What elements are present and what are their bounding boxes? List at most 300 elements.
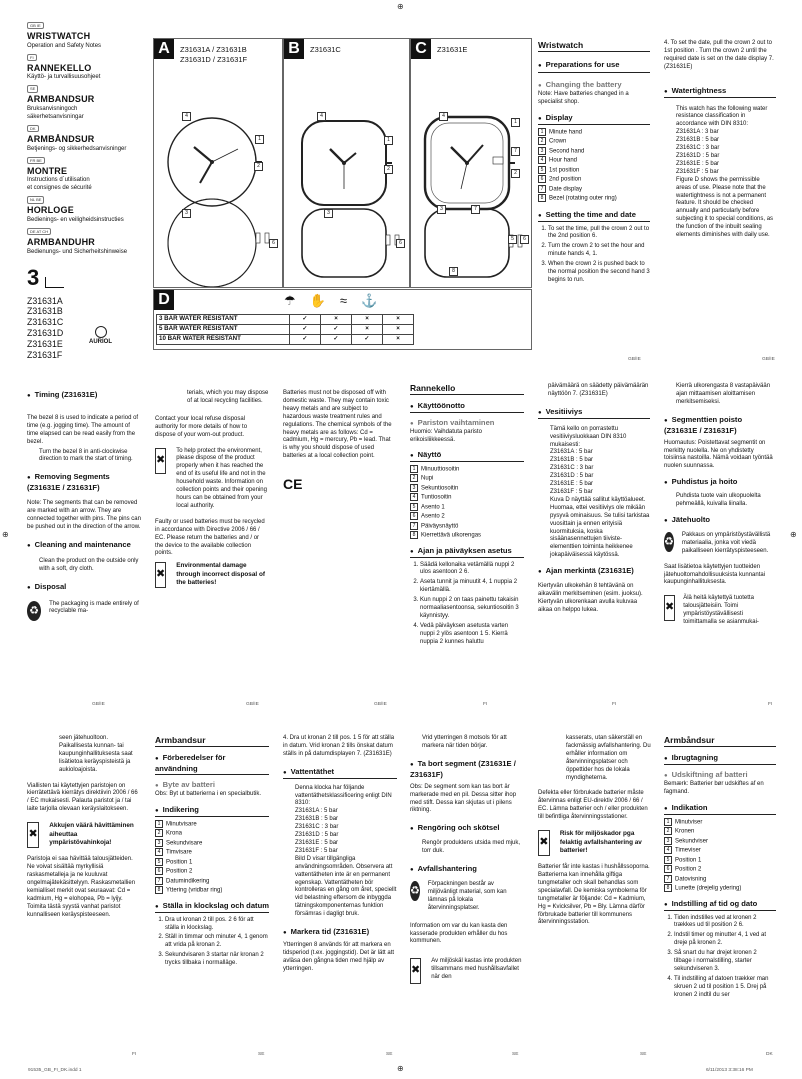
display-label: Sekundvisare	[166, 840, 203, 847]
display-label: Minute hand	[549, 129, 583, 136]
display-list-item	[410, 522, 524, 531]
se-settime-list	[155, 917, 269, 968]
display-list-item	[538, 185, 650, 194]
display-number: 5	[410, 503, 418, 511]
cover-language-subtitle: Betjenings- og sikkerhedsanvisninger	[27, 145, 127, 152]
cover-language-title: ARMBÅNDSUR	[27, 133, 95, 144]
fi-water-text: Tämä kello on porrastettu vesitiiviysluokkaan DIN 8310 mukaisesti: Z31631A : 5 bar Z31631B : 5 bar Z31631C : 3 bar Z31631D : 5 bar Z31631E : 5 bar Z31631F : 5 bar Kuva D näyttää sallitut käyttöalueet. Huomaa, ettei vesitiiviys ole mikään pysyvä ominaisuus. Se tulisi tarkistaa vuosittain ja ennen erityisiä kuormituksia, koska sisäänasennettujen tiiviste-elementtien toiminta heikkenee jokapäiväisessä käytössä.	[550, 425, 650, 559]
display-number: 1	[664, 818, 672, 826]
water-table-cell: ✓	[290, 335, 321, 345]
crossed-bin-icon: ✖	[155, 448, 166, 474]
settime-step: 4. Vedä päiväyksen asetusta varten nuppi 2 ylös asentoon 1 5. Kierrä nuppia 2 kunnes haluttu	[420, 623, 524, 647]
display-number: 4	[538, 156, 546, 164]
display-label: Päiväysnäyttö	[421, 523, 459, 530]
footer-p14: DK	[766, 1052, 773, 1057]
gb-battery-note: Note: Have batteries changed in a specialist shop.	[538, 91, 629, 105]
display-number: 6	[538, 175, 546, 183]
display-label: Second hand	[549, 148, 585, 155]
callout-2: 2	[511, 169, 520, 178]
country-tabs: NL BE	[27, 196, 44, 203]
callout-4: 4	[439, 112, 448, 121]
cover-language-title: HORLOGE	[27, 205, 74, 216]
dk-display-heading: ● Indikation	[664, 803, 776, 815]
se-column-1	[155, 735, 269, 970]
display-label: Minutviser	[675, 819, 703, 826]
callout-6: 6	[520, 235, 529, 244]
display-label: Tuntiosoitin	[421, 494, 452, 501]
display-list-item	[410, 465, 524, 474]
gb-water-text: This watch has the following water resistance classification in accordance with DIN 8310: Z31631A : 3 bar Z31631B : 5 bar Z31631C : 3 bar Z31631D : 5 bar Z31631E : 5 bar Z31631F : 5 bar Figure D shows the permissible areas of use. Please note that the watertightness is not a permanent feature. It should be checked annually and particularly before subjecting it to special conditions, as the function of the inbuilt sealing elements diminishes with daily use.	[676, 105, 774, 239]
display-number: 6	[410, 512, 418, 520]
se-timing-heading: ● Markera tid (Z31631E)	[283, 927, 397, 938]
cover-model: Z31631C	[27, 317, 64, 328]
se-segment-heading: ● Ta bort segment (Z31631E / Z31631F)	[410, 759, 524, 780]
gb-settime-heading: ● Setting the time and date	[538, 210, 650, 222]
display-list-item	[410, 484, 524, 493]
display-number: 5	[155, 858, 163, 866]
display-label: Krona	[166, 830, 183, 837]
dk-display-list	[664, 818, 776, 894]
settime-step: 2. Ställ in timmar och minuter 4, 1 genom att vrida på kronan 2.	[165, 934, 269, 950]
se-display-heading: ● Indikering	[155, 805, 269, 817]
footer-p1: GB/IE	[628, 357, 641, 362]
fi-disposal-text-4: seen jätehuoltoon. Paikallisesta kunnan- tai kaupunginhallituksesta saat lisätietoa keräyspisteistä ja aukioloajoista.	[59, 735, 133, 773]
display-label: Position 1	[675, 857, 702, 864]
rain-icon: ☂	[284, 293, 310, 308]
settime-step: 1. Dra ut kronan 2 till pos. 2 6 för att ställa in klockslag.	[165, 917, 269, 933]
water-table-label: 10 BAR WATER RESISTANT	[157, 335, 290, 345]
cover-language-subtitle: Bedienungs- und Sicherheitshinweise	[27, 248, 128, 255]
cover-model: Z31631B	[27, 306, 63, 317]
water-table-row	[157, 335, 414, 345]
fi-column-3	[664, 383, 776, 627]
dk-prep-heading: ● Ibrugtagning	[664, 753, 776, 765]
display-label: Minuuttiosoitin	[421, 466, 460, 473]
gb-clean-text: Clean the product on the outside only with a soft, dry cloth.	[39, 557, 139, 572]
fi-settime-list	[410, 562, 524, 647]
se-disposal-text-3: Av miljöskäl kastas inte produkten tillsammans med hushållsavfallet när den	[431, 958, 522, 981]
display-number: 7	[410, 522, 418, 530]
cover-language	[27, 54, 142, 83]
se-settime-heading: ● Ställa in klockslag och datum	[155, 901, 269, 913]
display-label: Bezel (rotating outer ring)	[549, 195, 617, 202]
gb-column-1	[538, 40, 650, 287]
footer-p9: FI	[132, 1052, 137, 1057]
callout-4: 4	[317, 112, 326, 121]
dk-title: Armbåndsur	[664, 735, 776, 747]
display-label: Kierrettävä ulkorengas	[421, 532, 482, 539]
fi-disposal-text-1: Pakkaus on ympäristöystävällistä materiaalia, jonka voit viedä paikalliseen kierrätyspisteeseen.	[681, 531, 771, 554]
callout-2: 2	[254, 162, 263, 171]
footer-p2: GB/IE	[762, 357, 775, 362]
gb-clean-heading: ● Cleaning and maintenance	[27, 540, 141, 551]
display-list-item	[664, 837, 776, 846]
display-list-item	[410, 512, 524, 521]
battery-bin-icon: ✖	[155, 562, 166, 588]
panel-models: Z31631C	[310, 45, 341, 54]
fi-clean-text: Puhdista tuote vain ulkopuolelta pehmeällä, kuivalla liinalla.	[676, 493, 761, 508]
country-tabs: GB IE	[27, 22, 44, 29]
se-display-list	[155, 820, 269, 896]
display-list-item	[410, 531, 524, 540]
display-number: 4	[410, 493, 418, 501]
registration-mark-left: ⊕	[2, 530, 9, 539]
cover-model: Z31631D	[27, 328, 64, 339]
dive-icon: ⚓	[360, 293, 392, 308]
fi-battery-heading: ● Pariston vaihtaminen	[410, 418, 524, 429]
fi-date-text: päivämäärä on säädetty päivämäärän näyttöön 7. (Z31631E)	[548, 383, 649, 397]
gb-disposal-text-7: Batteries must not be disposed off with domestic waste. They may contain toxic heavy metals and are subject to hazardous waste treatment rules and regulations. The chemical symbols of the heavy metals are as follows: Cd = cadmium, Hg = mercury, Pb = lead. That is why you should dispose of used batteries at a local collection point.	[283, 390, 392, 460]
cover-language	[27, 196, 142, 225]
water-table-cell: ✓	[321, 335, 352, 345]
water-table-cell: ✓	[290, 325, 321, 335]
country-tabs: SE	[27, 85, 38, 92]
gb-disposal-text-5: Faulty or used batteries must be recycled in accordance with Directive 2006 / 66 / EC. Please return the batteries and / or the device to the available collection points.	[155, 518, 265, 557]
display-list-item	[155, 858, 269, 867]
display-list-item	[538, 166, 650, 175]
gb-column-4	[155, 390, 269, 588]
gb-column-5	[283, 390, 395, 494]
water-table-cell: ×	[383, 315, 414, 325]
cover-language-subtitle: Bruksanvisningoch säkerhetsanvisningar	[27, 106, 84, 121]
cover-language	[27, 157, 142, 194]
panel-letter: D	[154, 290, 174, 310]
se-water-heading: ● Vattentäthet	[283, 767, 397, 779]
gb-segment-heading: ● Removing Segments (Z31631E / Z31631F)	[27, 472, 141, 493]
display-label: Sekundviser	[675, 838, 709, 845]
display-label: Position 1	[166, 859, 193, 866]
cover-language-title: WRISTWATCH	[27, 30, 91, 41]
display-label: Timvisare	[166, 849, 192, 856]
panel-c	[410, 38, 532, 288]
gb-column-3	[27, 390, 141, 621]
callout-6: 6	[269, 239, 278, 248]
display-list-item	[538, 147, 650, 156]
display-number: 5	[664, 856, 672, 864]
registration-mark-top: ⊕	[397, 2, 404, 11]
display-list-item	[155, 839, 269, 848]
display-label: Datumindikering	[166, 878, 210, 885]
water-table-cell: ×	[383, 335, 414, 345]
panel-letter: C	[411, 39, 431, 59]
callout-4: 4	[182, 112, 191, 121]
display-label: Sekuntiosoitin	[421, 485, 459, 492]
cover-model-list	[27, 296, 142, 361]
gb-timing-text-2: Turn the bezel 8 in anti-clockwise direction to mark the start of timing.	[39, 448, 133, 463]
settime-step: 1. Tiden indstilles ved at kronen 2 trækkes ud til position 2 6.	[674, 915, 776, 931]
display-list-item	[155, 848, 269, 857]
water-table-cell: ×	[352, 315, 383, 325]
callout-7: 7	[511, 147, 520, 156]
callout-7b: 7	[471, 205, 480, 214]
cover-language-subtitle: Käyttö- ja turvallisuusohjeet	[27, 74, 101, 81]
dk-settime-list	[664, 915, 776, 1000]
se-timing-text: Ytterringen 8 används för att markera en tidsperiod (t.ex. joggingstid). Det är lätt att avläsa den gångna tiden med hjälp av ytterringen.	[283, 941, 395, 972]
warranty-bracket-icon	[45, 277, 64, 288]
display-list-item	[155, 829, 269, 838]
country-tabs: DE AT CH	[27, 228, 51, 235]
gb-timing-heading: ● Timing (Z31631E)	[27, 390, 141, 401]
display-list-item	[155, 877, 269, 886]
panel-b	[283, 38, 410, 288]
fi-battery-note: Huomio: Vaihdatuta paristo erikoisliikkeessä.	[410, 429, 482, 443]
fi-disposal-text-5: Viallisten tai käytettyjen paristojen on kierrätettävä kierrätys direktiivin 2006 / 66 / EC mukaisesti. Palauta paristot ja / tai laite tarjolla olevaan keräyslaitokseen.	[27, 782, 138, 813]
fi-disposal-heading: ● Jätehuolto	[664, 515, 776, 526]
cover-language	[27, 22, 142, 51]
display-list-item	[155, 886, 269, 895]
dk-column-1	[664, 735, 776, 1002]
swim-icon: ≈	[339, 293, 361, 308]
display-number: 2	[155, 829, 163, 837]
se-title: Armbandsur	[155, 735, 269, 747]
fi-prep-heading: ● Käyttöönotto	[410, 401, 524, 413]
water-table-cell: ✓	[290, 315, 321, 325]
display-list-item	[538, 128, 650, 137]
display-list-item	[664, 865, 776, 874]
cover-column	[27, 22, 142, 360]
battery-bin-icon: ✖	[538, 830, 550, 856]
footer-p6: FI	[483, 702, 488, 707]
footer-p8: FI	[768, 702, 773, 707]
display-list-item	[410, 503, 524, 512]
gb-water-heading: ● Watertightness	[664, 86, 776, 98]
callout-1: 1	[384, 136, 393, 145]
panel-models: Z31631E	[437, 45, 468, 54]
footer-p4: GB/IE	[246, 702, 259, 707]
display-label: Lunette (drejelig ydering)	[675, 885, 742, 892]
callout-6: 6	[396, 239, 405, 248]
display-list-item	[664, 846, 776, 855]
country-tabs: FR BE	[27, 157, 45, 164]
fi-water-heading: ● Vesitiiviys	[538, 407, 650, 419]
cover-model: Z31631F	[27, 349, 63, 360]
fi-timing-text-2: Kierrä ulkorengasta 8 vastapäivään ajan mittaamisen aloittamisen merkitsemiseksi.	[676, 383, 771, 405]
display-label: Asento 2	[421, 513, 445, 520]
se-battery-heading: ● Byte av batteri	[155, 780, 269, 791]
settime-step: 1. Säädä kellonaika vetämällä nuppi 2 ulos asentoon 2 6.	[420, 562, 524, 578]
settime-step: 3. Sekundvisaren 3 startar när kronan 2 trycks tillbaka i normalläge.	[165, 952, 269, 968]
display-label: Nupi	[421, 475, 434, 482]
settime-step: 3. Kun nuppi 2 on taas painettu takaisin normaaliasentoonsa, sekuntiosoitin 3 käynnistyy.	[420, 597, 524, 621]
display-list-item	[538, 156, 650, 165]
gb-segment-text: Note: The segments that can be removed are marked with an arrow. They are connected together with pins. The pins can be pushed out in the direction of the arrow.	[27, 500, 141, 530]
brand-logo: AURIOL	[89, 326, 112, 347]
display-label: Crown	[549, 138, 567, 145]
water-table-row	[157, 325, 414, 335]
display-label: Asento 1	[421, 504, 445, 511]
display-number: 7	[155, 877, 163, 885]
display-number: 2	[538, 137, 546, 145]
fi-title: Rannekello	[410, 383, 524, 395]
fi-column-1	[410, 383, 524, 649]
water-resistance-table	[156, 314, 414, 345]
panel-letter: B	[284, 39, 304, 59]
se-disposal-text-4: kasserats, utan säkerställ en fackmässig avfallshantering. Du erhåller information om återvinningsplatser och öppettider hos de lokala myndigheterna.	[566, 735, 651, 781]
auriol-logo-icon	[95, 326, 107, 338]
display-label: Hour hand	[549, 157, 578, 164]
gb-disposal-heading: ● Disposal	[27, 582, 141, 593]
display-list-item	[410, 493, 524, 502]
gb-disposal-text-3: Contact your local refuse disposal authority for more details of how to dispose of your worn-out product.	[155, 415, 248, 438]
fi-disposal-text-3: Älä heitä käytettyä tuotetta talousjätteisiin. Toimi ympäristöystävällisesti toimittamalla se asianmukai-	[683, 595, 759, 626]
se-column-3	[410, 735, 524, 984]
display-label: Kronen	[675, 828, 695, 835]
fi-disposal-text-2: Saat lisätietoa käytettyjen tuotteiden jätehuoltomahdollisuuksista kunnantai kaupunginhallituksesta.	[664, 563, 766, 586]
display-list-item	[664, 875, 776, 884]
water-table-row	[157, 315, 414, 325]
fi-disposal-warning: Akkujen väärä hävittäminen aiheuttaa ympäristövahinkoja!	[49, 822, 134, 847]
cover-language	[27, 228, 142, 257]
display-label: Date display	[549, 186, 583, 193]
display-number: 3	[664, 837, 672, 845]
fi-disposal-text-7: Paristoja ei saa hävittää talousjätteiden. Ne voivat sisältää myrkyllisiä raskasmetalleja ja ne kuuluvat ongelmajätekäsittelyyn. Raskasmetallien kemialliset merkit ovat seuraavat: Cd = kadmium, Hg = elohopea, Pb = lyijy. Toimita tästä syystä vanhat paristot kunnalliseen keräyspisteeseen.	[27, 856, 136, 918]
cover-language	[27, 125, 142, 154]
water-table-label: 3 BAR WATER RESISTANT	[157, 315, 290, 325]
cover-language-subtitle: Bedienings- en veiligheidsinstructies	[27, 217, 124, 224]
display-number: 2	[664, 827, 672, 835]
panel-d	[153, 289, 532, 350]
dk-battery-note: Bemærk: Batterier bør udskiftes af en fagmand.	[664, 781, 764, 795]
display-list-item	[538, 194, 650, 203]
water-activity-icons	[284, 292, 391, 309]
footer-p10: SE	[258, 1052, 265, 1057]
cover-language-title: RANNEKELLO	[27, 62, 92, 73]
gb-title: Wristwatch	[538, 40, 650, 52]
gb-battery-heading: ● Changing the battery	[538, 80, 650, 91]
fi-segment-heading: ● Segmenttien poisto (Z31631E / Z31631F)	[664, 415, 776, 436]
display-number: 2	[410, 474, 418, 482]
display-list-item	[410, 474, 524, 483]
se-column-4	[538, 735, 652, 927]
se-prep-heading: ● Förberedelser för användning	[155, 753, 269, 775]
recycle-icon: ♻	[410, 881, 420, 901]
gb-display-heading: ● Display	[538, 113, 650, 125]
cover-language	[27, 85, 142, 122]
display-label: Position 2	[675, 866, 702, 873]
se-column-2	[283, 735, 397, 974]
footer-p5: GB/IE	[374, 702, 387, 707]
callout-2: 2	[384, 165, 393, 174]
display-list-item	[664, 827, 776, 836]
panel-a	[153, 38, 283, 288]
se-disposal-text-5: Defekta eller förbrukade batterier måste återvinnas enligt EU-direktiv 2006 / 66 / EC. Lämna batterier och / eller produkten till befintliga återvinningsstationer.	[538, 790, 648, 821]
display-label: Datovisning	[675, 876, 707, 883]
footer-p3: GB/IE	[92, 702, 105, 707]
se-disposal-heading: ● Avfallshantering	[410, 864, 524, 875]
se-date-step: 4. Dra ut kronan 2 till pos. 1 5 för att ställa in datum. Vrid kronan 2 tills önskat datum ställs in på datumdisplayen 7. (Z31631E)	[283, 735, 395, 757]
water-table-cell: ✓	[352, 335, 383, 345]
watch-bezel-illustration	[411, 39, 531, 287]
display-list-item	[664, 856, 776, 865]
settime-step: 2. Indstil timer og minutter 4, 1 ved at dreje på kronen 2.	[674, 932, 776, 948]
display-list-item	[664, 884, 776, 893]
se-segment-text: Obs: De segment som kan tas bort är markerade med en pil. Dessa sitter ihop med stift. Dessa kan skjutas ut i pilens riktning.	[410, 783, 517, 814]
panel-letter: A	[154, 39, 174, 59]
callout-8: 8	[449, 267, 458, 276]
settime-step: 1. To set the time, pull the crown 2 out to the 2nd position 6.	[548, 226, 650, 242]
cover-language-subtitle: Operation and Safety Notes	[27, 42, 102, 49]
footer-p11: SE	[386, 1052, 393, 1057]
settime-step: 2. Aseta tunnit ja minuutit 4, 1 nuppia 2 kiertämällä.	[420, 579, 524, 595]
fi-settime-heading: ● Ajan ja päiväyksen asetus	[410, 546, 524, 558]
settime-step: 3. Så snart du har drejet kronen 2 tilbage i normalstilling, starter sekundviseren 3.	[674, 950, 776, 974]
cover-language-title: ARMBANDUHR	[27, 236, 95, 247]
display-label: Yttering (vridbar ring)	[166, 887, 223, 894]
watch-square-illustration	[284, 39, 409, 287]
display-number: 5	[538, 166, 546, 174]
display-number: 4	[155, 848, 163, 856]
se-battery-note: Obs: Byt ut batterierna i en specialbutik.	[155, 791, 262, 798]
gb-disposal-text-4: To help protect the environment, please dispose of the product properly when it has reached the end of its useful life and not in the household waste. Information on collection points and their opening hours can be obtained from your local authority.	[176, 447, 267, 509]
water-table-cell: ✓	[321, 325, 352, 335]
gb-prep-heading: ● Preparations for use	[538, 60, 650, 73]
gb-disposal-text-1: The packaging is made entirely of recyclable ma-	[49, 600, 139, 615]
gb-column-2	[664, 40, 776, 240]
cover-language-subtitle: Instructions d´utilisation et consignes de sécurité	[27, 177, 92, 192]
fi-display-heading: ● Näyttö	[410, 450, 524, 462]
cover-model: Z31631A	[27, 295, 63, 306]
display-list-item	[664, 818, 776, 827]
callout-1: 1	[511, 118, 520, 127]
water-table-cell: ×	[321, 315, 352, 325]
display-number: 6	[155, 867, 163, 875]
settime-step: 3. When the crown 2 is pushed back to the normal position the second hand 3 begins to run.	[548, 261, 650, 285]
display-number: 1	[410, 465, 418, 473]
se-disposal-text-7: Batterier får inte kastas i hushållssoporna. Batterierna kan innehålla giftiga tungmetaller och skall behandlas som specialavfall. De kemiska symbolerna för tungmetaller är följande: Cd = Kadmium, Hg = Kvicksilver, Pb = Bly. Lämna därför förbrukade batterier till kommunens återvinningsstation.	[538, 864, 650, 926]
country-tabs: FI	[27, 54, 37, 61]
ce-mark-icon: CE	[283, 476, 303, 493]
display-list-item	[538, 137, 650, 146]
display-number: 8	[664, 884, 672, 892]
se-disposal-text-1: Förpackningen består av miljövänligt material, som kan lämnas på lokala återvinningsplatser.	[427, 880, 507, 911]
country-tabs: DK	[27, 125, 39, 132]
display-number: 7	[538, 185, 546, 193]
gb-display-list	[538, 128, 650, 204]
display-list-item	[155, 820, 269, 829]
display-label: Minutvisare	[166, 821, 197, 828]
registration-mark-right: ⊕	[790, 530, 797, 539]
se-water-text: Denna klocka har följande vattentäthetsklassificering enligt DIN 8310: Z31631A : 5 bar Z31631B : 5 bar Z31631C : 3 bar Z31631D : 5 bar Z31631E : 5 bar Z31631F : 5 bar Bild D visar tillgängliga användningsområden. Observera att vattentätheten inte är en permanent egenskap. Vattentätheten bör kontrolleras en gång om året, speciellt vid belastning eftersom de inbyggda tätningskomponenternas funktion försämras i dagligt bruk.	[295, 784, 397, 918]
display-list-item	[538, 175, 650, 184]
wash-icon: ✋	[309, 293, 340, 308]
display-number: 7	[664, 875, 672, 883]
display-label: Timeviser	[675, 847, 701, 854]
display-number: 4	[664, 846, 672, 854]
warranty-years: 3	[27, 263, 142, 292]
callout-1: 1	[255, 135, 264, 144]
footer-p7: FI	[612, 702, 617, 707]
registration-mark-bottom: ⊕	[397, 1064, 404, 1073]
fi-display-list	[410, 465, 524, 541]
settime-step: 2. Turn the crown 2 to set the hour and minute hands 4, 1.	[548, 243, 650, 259]
fi-column-4	[27, 735, 141, 919]
gb-date-step: 4. To set the date, pull the crown 2 out to 1st position . Turn the crown 2 until the required date is set on the date display 7. (Z31631E)	[664, 40, 774, 70]
display-number: 3	[410, 484, 418, 492]
display-number: 8	[155, 886, 163, 894]
se-clean-heading: ● Rengöring och skötsel	[410, 823, 524, 834]
water-table-label: 5 BAR WATER RESISTANT	[157, 325, 290, 335]
crossed-bin-icon: ✖	[664, 595, 675, 621]
callout-5: 5	[508, 235, 517, 244]
cover-language-title: ARMBANDSUR	[27, 94, 95, 105]
fi-segment-text: Huomautus: Poistettavat segmentit on merkitty nuolella. Ne on yhdistetty toisiinsa nastoilla. Nämä voidaan työntää nuolen suunnassa.	[664, 439, 773, 470]
display-number: 8	[410, 531, 418, 539]
footer-p12: SE	[512, 1052, 519, 1057]
water-table-cell: ×	[352, 325, 383, 335]
fi-timing-text: Kiertyvän ulkokehän 8 tehtävänä on aikavälin merkitseminen (esim. juoksu). Kiertyvän ulkorenkaan avulla kuluvaa aikaa on helppo lukea.	[538, 583, 643, 613]
dk-settime-heading: ● Indstilling af tid og dato	[664, 899, 776, 911]
display-number: 1	[155, 820, 163, 828]
